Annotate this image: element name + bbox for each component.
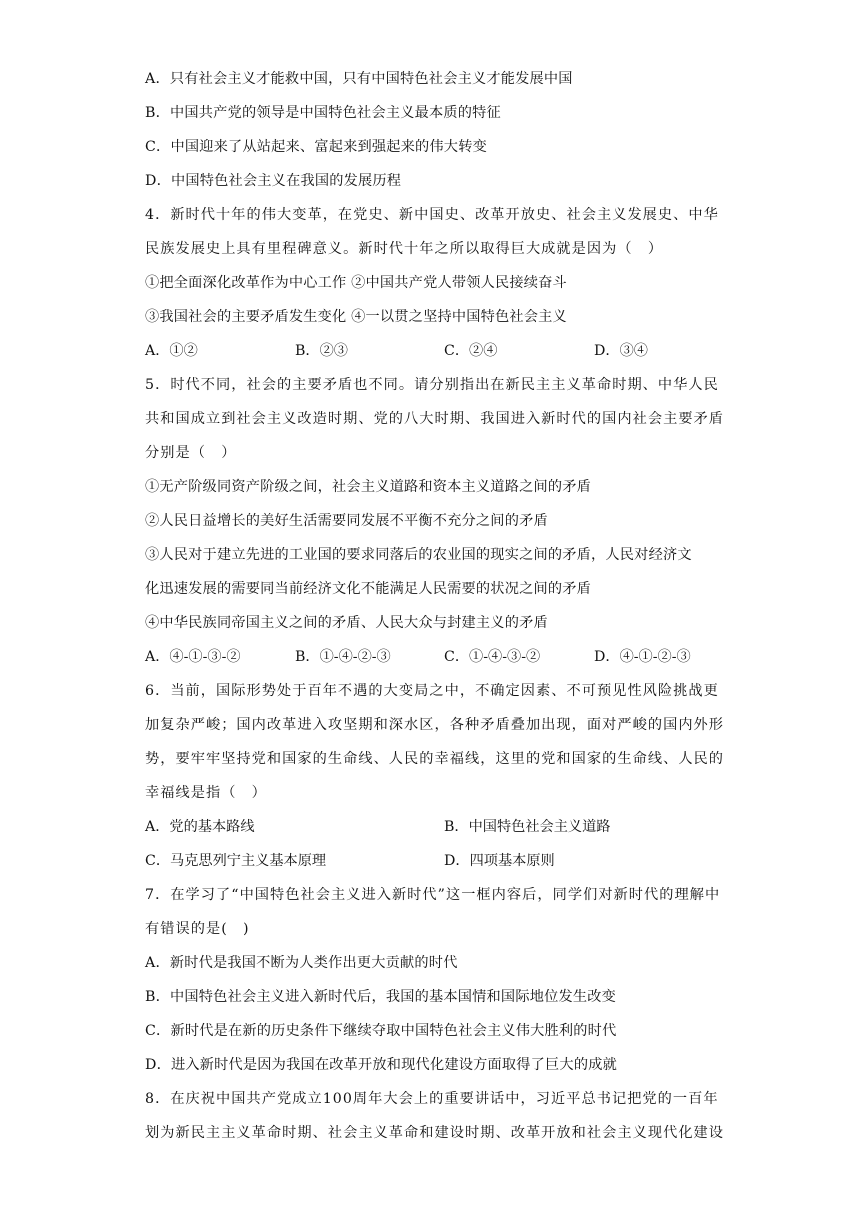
q3-option-b: B．中国共产党的领导是中国特色社会主义最本质的特征	[145, 105, 501, 121]
q5-stem-line: 5．时代不同，社会的主要矛盾也不同。请分别指出在新民主主义革命时期、中华人民	[145, 377, 719, 393]
q4-stem-line: 4．新时代十年的伟大变革，在党史、新中国史、改革开放史、社会主义发展史、中华	[145, 207, 719, 223]
q8-stem-line: 8．在庆祝中国共产党成立100周年大会上的重要讲话中，习近平总书记把党的一百年	[145, 1091, 719, 1107]
q5-item-line: 化迅速发展的需要同当前经济文化不能满足人民需要的状况之间的矛盾	[145, 581, 592, 597]
q4-option-d: D．③④	[594, 343, 648, 359]
q5-stem-line: 分别是（ ）	[145, 445, 237, 461]
q4-options	[145, 334, 720, 368]
q5-item-line: ④中华民族同帝国主义之间的矛盾、人民大众与封建主义的矛盾	[145, 615, 548, 631]
q6-option-c: C．马克思列宁主义基本原理	[145, 853, 327, 869]
q6-stem-line: 6．当前，国际形势处于百年不遇的大变局之中，不确定因素、不可预见性风险挑战更	[145, 683, 719, 699]
q5-options	[145, 640, 720, 674]
q4-item-line: ③我国社会的主要矛盾发生变化 ④一以贯之坚持中国特色社会主义	[145, 309, 567, 325]
q6-options-row	[145, 810, 720, 844]
q7-option-c: C．新时代是在新的历史条件下继续夺取中国特色社会主义伟大胜利的时代	[145, 1023, 617, 1039]
q6-option-a: A．党的基本路线	[145, 819, 255, 835]
q5-option-a: A．④-①-③-②	[145, 649, 241, 665]
q4-option-c: C．②④	[444, 343, 498, 359]
q4-option-a: A．①②	[145, 343, 198, 359]
q4-option-b: B．②③	[295, 343, 348, 359]
q4-stem-line: 民族发展史上具有里程碑意义。新时代十年之所以取得巨大成就是因为（ ）	[145, 241, 664, 257]
q7-option-b: B．中国特色社会主义进入新时代后，我国的基本国情和国际地位发生改变	[145, 989, 617, 1005]
q7-option-d: D．进入新时代是因为我国在改革开放和现代化建设方面取得了巨大的成就	[145, 1057, 617, 1073]
q3-option-d: D．中国特色社会主义在我国的发展历程	[145, 173, 402, 189]
q5-item-line: ①无产阶级同资产阶级之间，社会主义道路和资本主义道路之间的矛盾	[145, 479, 592, 495]
q5-item-line: ②人民日益增长的美好生活需要同发展不平衡不充分之间的矛盾	[145, 513, 548, 529]
q7-option-a: A．新时代是我国不断为人类作出更大贡献的时代	[145, 955, 458, 971]
q7-stem-line: 7．在学习了“中国特色社会主义进入新时代”这一框内容后，同学们对新时代的理解中	[145, 887, 721, 903]
q7-stem-line: 有错误的是( )	[145, 921, 250, 937]
q3-option-c: C．中国迎来了从站起来、富起来到强起来的伟大转变	[145, 139, 487, 155]
q6-option-b: B．中国特色社会主义道路	[444, 819, 611, 835]
q5-item-line: ③人民对于建立先进的工业国的要求同落后的农业国的现实之间的矛盾，人民对经济文	[145, 547, 692, 563]
q5-option-d: D．④-①-②-③	[594, 649, 691, 665]
q4-item-line: ①把全面深化改革作为中心工作 ②中国共产党人带领人民接续奋斗	[145, 275, 567, 291]
q3-option-a: A．只有社会主义才能救中国，只有中国特色社会主义才能发展中国	[145, 71, 573, 87]
q5-option-b: B．①-④-②-③	[295, 649, 391, 665]
q6-stem-line: 加复杂严峻；国内改革进入攻坚期和深水区，各种矛盾叠加出现，面对严峻的国内外形	[145, 717, 725, 733]
q5-stem-line: 共和国成立到社会主义改造时期、党的八大时期、我国进入新时代的国内社会主要矛盾	[145, 411, 725, 427]
q6-options-row	[145, 844, 720, 878]
exam-page	[145, 62, 725, 1150]
q5-option-c: C．①-④-③-②	[444, 649, 541, 665]
q8-stem-line: 划为新民主主义革命时期、社会主义革命和建设时期、改革开放和社会主义现代化建设	[145, 1125, 725, 1141]
q6-stem-line: 幸福线是指（ ）	[145, 785, 267, 801]
q6-stem-line: 势，要牢牢坚持党和国家的生命线、人民的幸福线，这里的党和国家的生命线、人民的	[145, 751, 725, 767]
q6-option-d: D．四项基本原则	[444, 853, 555, 869]
